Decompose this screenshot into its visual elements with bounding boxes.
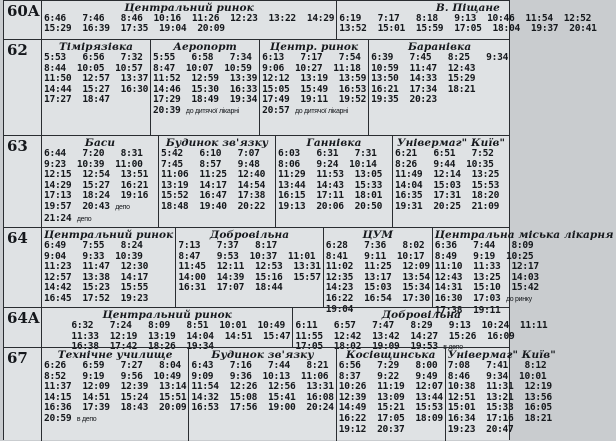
stop-column <box>42 1 337 40</box>
stop-column <box>433 228 616 316</box>
departure-times: 8:47 10:07 10:59 <box>153 62 252 74</box>
departure-times: 6:19 7:17 8:18 9:13 10:46 11:54 12:52 <box>339 13 592 24</box>
departure-times: 17:29 18:49 19:34 <box>153 94 258 106</box>
departure-times: 14:04 15:03 15:53 <box>395 179 500 191</box>
departure-times: 11:02 11:25 12:09 <box>325 261 430 273</box>
departure-times: 11:50 12:57 13:37 <box>44 73 149 85</box>
departure-times-row <box>44 95 148 106</box>
stop-name: Баси <box>84 137 116 149</box>
departure-times: 6:03 6:31 7:31 <box>278 148 377 159</box>
route-block <box>4 135 509 228</box>
route-block <box>4 39 509 136</box>
departure-times: 16:22 16:54 17:30 <box>325 292 430 304</box>
departure-times-row <box>339 24 596 34</box>
departure-times: 5:55 6:58 7:34 <box>153 52 252 63</box>
trip-note: в депо <box>443 344 463 352</box>
route-number: 64A <box>4 308 42 348</box>
departure-times: 6:44 7:20 8:31 <box>44 148 143 159</box>
departure-times: 14:00 14:39 15:16 15:57 <box>178 271 321 283</box>
trip-note: депо <box>115 203 130 211</box>
departure-times-row <box>278 202 390 213</box>
route-number: 62 <box>4 40 42 136</box>
trip-note: до дитячої лікарні <box>185 107 239 115</box>
stop-column <box>42 308 293 353</box>
stop-name: Центр. ринок <box>270 41 359 53</box>
stop-column <box>42 348 189 441</box>
stop-column <box>42 228 176 308</box>
stop-column <box>42 40 151 136</box>
departure-times: 11:52 12:59 13:39 <box>153 73 258 85</box>
departure-times: 5:42 6:10 7:07 <box>161 148 260 159</box>
departure-times-row <box>161 202 273 213</box>
departure-times: 6:46 7:46 8:46 10:16 11:26 12:23 13:22 14:29 <box>44 13 335 24</box>
departure-times: 12:51 13:21 13:56 <box>447 391 552 403</box>
departure-times: 18:48 19:40 20:22 <box>161 200 266 212</box>
stop-name: Будинок зв'язку <box>165 137 269 149</box>
stop-name: Тімірязівка <box>58 41 134 53</box>
departure-times: 15:01 15:33 16:05 <box>447 402 552 414</box>
trip-note: до ринку <box>506 295 532 303</box>
stop-name: Центральний ринок <box>44 229 174 241</box>
stop-column <box>151 40 260 136</box>
stop-name: Ганнівка <box>306 137 362 149</box>
departure-times: 20:57 <box>262 104 290 116</box>
stop-column <box>337 348 446 441</box>
departure-times: 15:05 15:49 16:53 <box>262 83 367 95</box>
departure-times: 14:29 15:27 16:21 <box>44 179 149 191</box>
departure-times: 11:23 11:47 12:30 <box>44 261 149 273</box>
departure-times: 19:12 20:37 <box>338 423 405 435</box>
route-number: 60A <box>4 1 42 40</box>
departure-times: 11:33 12:19 13:19 14:04 14:51 15:47 <box>44 330 291 342</box>
departure-times: 7:08 7:41 8:12 <box>447 360 547 371</box>
stop-name: Аеропорт <box>173 41 237 53</box>
departure-times: 17:13 18:24 19:16 <box>44 190 149 202</box>
departure-times: 16:36 17:39 18:43 20:09 <box>44 402 187 414</box>
departure-times: 12:12 13:19 13:59 <box>262 73 367 85</box>
departure-times: 9:06 10:27 11:18 <box>262 62 361 74</box>
departure-times: 13:44 14:43 15:33 <box>278 179 383 191</box>
departure-times-row <box>44 214 156 226</box>
departure-times: 20:59 <box>44 412 72 424</box>
departure-times-row <box>178 283 320 294</box>
departure-times: 6:39 7:45 8:25 9:34 <box>371 52 509 63</box>
trip-note: депо <box>76 215 92 223</box>
departure-times: 17:38 19:11 <box>434 304 501 316</box>
departure-times: 21:24 <box>44 212 72 224</box>
departure-times: 8:44 10:05 10:57 <box>44 62 143 74</box>
departure-times: 6:56 7:29 8:00 <box>338 360 438 371</box>
departure-times: 16:45 17:52 19:23 <box>44 292 149 304</box>
stop-column <box>337 1 598 40</box>
stop-column <box>276 136 393 228</box>
departure-times: 14:15 14:51 15:24 15:51 <box>44 391 187 403</box>
departure-times: 19:31 20:25 21:09 <box>395 200 500 212</box>
stop-column <box>446 348 558 441</box>
stop-column <box>369 40 510 136</box>
departure-times: 14:23 15:03 15:34 <box>325 282 430 294</box>
departure-times: 14:44 15:27 16:30 <box>44 83 149 95</box>
departure-times: 20:39 <box>153 104 181 116</box>
route-number: 63 <box>4 136 42 228</box>
stop-name: Добровільна <box>209 229 290 241</box>
route-block <box>4 304 548 353</box>
departure-times: 19:04 <box>325 303 354 315</box>
departure-times: 6:21 6:51 7:52 <box>395 148 494 159</box>
departure-times: 14:31 15:10 15:42 <box>434 282 539 294</box>
departure-times-row <box>191 403 333 414</box>
departure-times: 8:49 9:19 10:25 <box>434 250 534 262</box>
stop-column <box>176 228 323 308</box>
departure-times: 6:32 7:24 8:09 8:51 10:01 10:49 <box>44 320 285 331</box>
departure-times: 12:39 13:09 13:44 <box>338 391 443 403</box>
departure-times: 6:26 6:59 7:27 8:04 <box>44 360 181 371</box>
route-number: 67 <box>4 348 42 441</box>
departure-times: 11:55 12:42 13:42 14:27 15:26 16:09 <box>295 330 515 342</box>
departure-times: 14:46 15:30 16:33 <box>153 83 258 95</box>
departure-times: 9:04 9:33 10:39 <box>44 250 143 262</box>
stop-column <box>393 136 509 228</box>
departure-times: 8:26 9:44 10:35 <box>395 158 494 170</box>
stop-name: Технічне училище <box>57 349 173 361</box>
departure-times-row <box>371 95 508 106</box>
departure-times-row <box>448 425 556 436</box>
departure-times: 11:49 12:14 13:25 <box>395 169 500 181</box>
departure-times: 12:57 13:38 14:17 <box>44 271 149 283</box>
departure-times: 11:29 11:53 13:05 <box>278 169 383 181</box>
stop-name: Косівщинська <box>346 349 436 361</box>
departure-times: 16:30 17:03 <box>434 292 501 304</box>
departure-times: 14:32 15:08 15:41 16:08 <box>191 391 334 403</box>
departure-times: 8:46 9:34 10:01 <box>447 370 547 382</box>
departure-times: 17:49 19:11 19:52 <box>262 94 367 106</box>
departure-times: 11:45 12:11 12:53 13:31 <box>178 261 321 273</box>
departure-times: 10:38 11:31 12:19 <box>447 381 552 393</box>
departure-times: 19:13 20:06 20:50 <box>278 200 383 212</box>
departure-times: 11:06 11:25 12:40 <box>161 169 266 181</box>
stop-name: Будинок зв'язку <box>211 349 314 361</box>
departure-times: 19:35 20:23 <box>371 94 437 106</box>
departure-times: 16:31 17:07 18:44 <box>178 282 283 294</box>
stop-name: ЦУМ <box>362 229 394 241</box>
departure-times: 17:05 18:02 19:09 19:53 <box>295 341 438 353</box>
route-block <box>4 347 556 441</box>
departure-times: 8:47 9:53 10:37 11:01 <box>178 250 316 262</box>
departure-times: 5:53 6:56 7:32 <box>44 52 143 63</box>
stop-column <box>260 40 369 136</box>
stop-name: Центральна міська лікарня <box>434 229 614 241</box>
departure-times: 16:21 17:34 18:21 <box>371 83 476 95</box>
departure-times: 19:57 20:43 <box>44 200 110 212</box>
departure-times: 16:53 17:56 19:00 20:24 <box>191 402 334 414</box>
departure-times: 8:06 9:24 10:14 <box>278 158 377 170</box>
stop-name: Універмаг" Київ" <box>447 349 556 361</box>
departure-times: 11:54 12:26 12:56 13:31 <box>191 381 334 393</box>
route-block <box>4 0 597 40</box>
departure-times: 10:26 11:19 12:07 <box>338 381 443 393</box>
departure-times: 6:13 7:17 7:54 <box>262 52 361 63</box>
departure-times: 12:15 12:54 13:51 <box>44 169 149 181</box>
departure-times: 15:52 16:47 17:38 <box>161 190 266 202</box>
departure-times-row <box>395 202 507 213</box>
stop-name: Добровільна <box>381 309 462 321</box>
departure-times: 6:36 7:44 8:09 <box>434 240 534 251</box>
departure-times: 16:35 17:31 18:20 <box>395 190 500 202</box>
departure-times: 16:38 17:42 18:26 19:34 <box>44 341 214 353</box>
departure-times: 14:49 15:21 15:53 <box>338 402 443 414</box>
departure-times: 13:19 14:17 14:54 <box>161 179 266 191</box>
stop-name: Баранівка <box>407 41 472 53</box>
departure-times: 6:43 7:16 7:44 8:21 <box>191 360 329 371</box>
stop-column <box>293 308 549 353</box>
departure-times: 11:37 12:09 12:39 13:14 <box>44 381 187 393</box>
departure-times: 16:15 17:11 18:01 <box>278 190 383 202</box>
trip-note: до дитячої лікарні <box>294 107 348 115</box>
departure-times: 14:42 15:23 15:55 <box>44 282 149 294</box>
stop-column <box>189 348 336 441</box>
stop-column <box>42 136 159 228</box>
route-block <box>4 227 614 316</box>
stop-column <box>324 228 433 315</box>
departure-times: 12:43 13:25 14:03 <box>434 271 539 283</box>
departure-times: 6:28 7:36 8:02 <box>325 240 425 251</box>
departure-times: 6:11 6:57 7:47 8:29 9:13 10:24 11:11 <box>295 320 548 331</box>
departure-times: 13:52 15:01 15:59 17:05 18:04 19:37 20:41 <box>339 23 597 34</box>
departure-times: 12:35 13:17 13:54 <box>325 271 430 283</box>
stop-name: Центральний ринок <box>124 2 254 14</box>
stop-name: Універмаг" Київ" <box>396 137 506 149</box>
departure-times: 11:10 11:33 12:17 <box>434 261 539 273</box>
departure-times: 8:37 9:22 9:49 <box>338 370 438 382</box>
departure-times: 9:23 10:39 11:00 <box>44 158 143 170</box>
departure-times: 7:45 8:57 9:48 <box>161 158 260 170</box>
departure-times: 8:41 9:11 10:17 <box>325 250 425 262</box>
departure-times-row <box>44 24 334 34</box>
trip-note: в депо <box>76 415 97 423</box>
stop-name: Центральний ринок <box>102 309 232 321</box>
departure-times-row <box>44 414 186 426</box>
departure-times: 15:29 16:39 17:35 19:04 20:09 <box>44 23 225 34</box>
departure-times-row <box>44 294 173 305</box>
departure-times: 7:13 7:37 8:17 <box>178 240 277 251</box>
departure-times-row <box>262 106 366 118</box>
departure-times-row <box>339 425 443 436</box>
timetable-sheet <box>3 0 614 440</box>
departure-times: 13:50 14:33 15:29 <box>371 73 476 85</box>
departure-times: 6:49 7:55 8:24 <box>44 240 143 251</box>
departure-times: 16:22 17:05 18:09 <box>338 412 443 424</box>
departure-times: 16:34 17:16 18:21 <box>447 412 552 424</box>
departure-times: 19:23 20:47 <box>447 423 514 435</box>
departure-times-row <box>153 106 257 118</box>
stop-name: В. Піщане <box>435 2 500 14</box>
departure-times: 8:52 9:19 9:56 10:49 <box>44 370 181 382</box>
departure-times: 10:59 11:47 12:43 <box>371 62 476 74</box>
departure-times: 17:27 18:47 <box>44 94 110 106</box>
route-number: 64 <box>4 228 42 308</box>
stop-column <box>159 136 276 228</box>
departure-times: 9:09 9:36 10:13 11:06 <box>191 370 329 382</box>
